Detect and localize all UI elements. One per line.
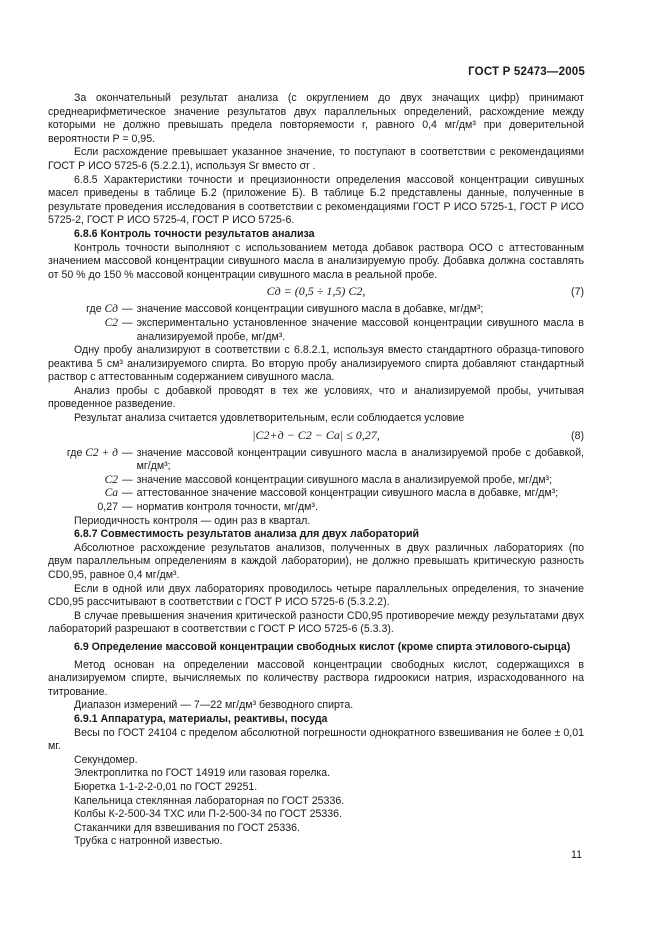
definition-row	[48, 303, 584, 317]
definition-text: значение массовой концентрации сивушного масла в добавке, мг/дм³;	[136, 303, 484, 316]
paragraph-sample-analysis: Одну пробу анализируют в соответствии с 6.8.2.1, используя вместо стандартного образца-типового реактива 5 см³ анализируемого спирта. Во вторую пробу анализируемого спирта добавляют стандартный раствор с аттестованным содержанием сивушного масла.	[48, 344, 584, 384]
definition-symbol: 0,27	[97, 501, 118, 514]
standard-header: ГОСТ Р 52473—2005	[468, 66, 585, 78]
definition-dash: —	[122, 501, 133, 514]
definition-dash: —	[122, 316, 133, 329]
heading-6-9-1: 6.9.1 Аппаратура, материалы, реактивы, посуда	[74, 712, 328, 725]
definition-row	[48, 501, 584, 515]
list-item: Стаканчики для взвешивания по ГОСТ 25336.	[74, 821, 300, 834]
heading-6-9: 6.9 Определение массовой концентрации свободных кислот (кроме спирта этилового-сырца)	[74, 640, 571, 653]
definition-text: норматив контроля точности, мг/дм³.	[136, 501, 318, 514]
definition-symbol: Cд	[104, 303, 118, 316]
heading-6-8-7: 6.8.7 Совместимость результатов анализа для двух лабораторий	[74, 528, 420, 541]
definition-text: аттестованное значение массовой концентрации сивушного масла в добавке, мг/дм³;	[136, 487, 559, 500]
definition-dash: —	[122, 487, 133, 500]
heading-6-8-6: 6.8.6 Контроль точности результатов анализа	[74, 227, 315, 240]
formula-8-number: (8)	[571, 429, 584, 442]
definition-text: значение массовой концентрации сивушного масла в анализируемой пробе, мг/дм³;	[136, 473, 553, 486]
definition-where: где	[66, 446, 83, 459]
definition-dash: —	[122, 303, 133, 316]
paragraph-discrepancy: Если расхождение превышает указанное значение, то поступают в соответствии с рекомендациями ГОСТ Р ИСО 5725-6 (5.2.2.1), используя Sr вместо σr .	[48, 146, 584, 172]
definition-text: значение массовой концентрации сивушного масла в анализируемой пробе с добавкой, мг/дм³;	[136, 446, 584, 473]
list-item: Трубка с натронной известью.	[74, 835, 223, 848]
page-content	[48, 92, 584, 849]
paragraph-additive-analysis: Анализ пробы с добавкой проводят в тех же условиях, что и анализируемой пробы, учитывая проведенное разведение.	[48, 384, 584, 411]
definition-row	[48, 447, 584, 474]
list-item: Колбы К-2-500-34 ТХС или П-2-500-34 по ГОСТ 25336.	[74, 808, 342, 821]
formula-7-number: (7)	[571, 286, 584, 299]
definition-text: экспериментально установленное значение массовой концентрации сивушного масла в анализируемой пробе, мг/дм³.	[136, 316, 584, 343]
definition-row	[48, 317, 584, 344]
paragraph-accuracy-control: Контроль точности выполняют с использованием метода добавок раствора ОСО с аттестованным значением массовой концентрации сивушного масла в анализируемую пробу. Добавка должна составлять от 50 % до 150 % массовой концентрации сивушного масла в реальной пробе.	[48, 241, 584, 281]
list-item: Электроплитка по ГОСТ 14919 или газовая горелка.	[74, 767, 331, 780]
definition-symbol: C2	[104, 316, 118, 329]
page-number: 11	[571, 849, 582, 861]
formula-7-definitions	[48, 303, 584, 344]
paragraph-four-determinations: Если в одной или двух лабораториях проводилось четыре параллельных определения, то значение CD0,95 рассчитывают в соответствии с ГОСТ Р ИСО 5725-6 (5.3.2.2).	[48, 582, 584, 609]
formula-8-definitions	[48, 447, 584, 515]
paragraph-periodicity: Периодичность контроля — один раз в квартал.	[74, 514, 311, 527]
formula-7	[48, 284, 584, 301]
definition-symbol: Cа	[104, 487, 118, 500]
definition-symbol: C2	[104, 473, 118, 486]
definition-row	[48, 487, 584, 501]
paragraph-range: Диапазон измерений — 7—22 мг/дм³ безводного спирта.	[74, 699, 354, 712]
list-item: Бюретка 1-1-2-2-0,01 по ГОСТ 29251.	[74, 780, 258, 793]
formula-7-expression: Cд = (0,5 ÷ 1,5) C2,	[266, 284, 366, 299]
list-item: Капельница стеклянная лабораторная по ГОСТ 25336.	[74, 794, 345, 807]
definition-where: где	[86, 303, 102, 316]
formula-8-expression: |C2+д − C2 − Cа| ≤ 0,27,	[252, 427, 380, 442]
definition-dash: —	[122, 446, 133, 459]
paragraph-6-8-5: 6.8.5 Характеристики точности и прецизионности определения массовой концентрации сивушных масел приведены в таблице Б.2 (приложение Б). В таблице Б.2 представлены данные, полученные в результате проведения исследования в соответствии с рекомендациями ГОСТ Р ИСО 5725-1, ГОСТ Р ИСО 5725-2, ГОСТ Р ИСО 5725-4, ГОСТ Р ИСО 5725-6.	[48, 173, 584, 227]
paragraph-method: Метод основан на определении массовой концентрации свободных кислот, содержащихся в анализируемом спирте, вычисляемых по количеству раствора гидроокиси натрия, израсходованного на титрование.	[48, 658, 584, 698]
paragraph-critical-difference: В случае превышения значения критической разности CD0,95 противоречие между результатами двух лабораторий разрешают в соответствии с ГОСТ Р ИСО 5725-6 (5.3.3).	[48, 609, 584, 636]
paragraph-final-result: За окончательный результат анализа (с округлением до двух значащих цифр) принимают среднеарифметическое значение результатов двух параллельных определений, расхождение между которыми не должно превышать предела повторяемости r, равного 0,4 мг/дм³ при доверительной вероятности P = 0,95.	[48, 92, 584, 145]
definition-dash: —	[122, 473, 133, 486]
list-item: Секундомер.	[74, 753, 138, 766]
formula-8	[48, 428, 584, 445]
definition-row	[48, 474, 584, 488]
definition-symbol: C2 + д	[85, 446, 118, 459]
paragraph-absolute-discrepancy: Абсолютное расхождение результатов анализов, полученных в двух различных лабораториях (по двум параллельным определениям в каждой лаборатории), не должно превышать критическую разность CD0,95, равное 0,4 мг/дм³.	[48, 541, 584, 581]
paragraph-condition: Результат анализа считается удовлетворительным, если соблюдается условие	[74, 412, 465, 425]
paragraph-scales: Весы по ГОСТ 24104 с пределом абсолютной погрешности однократного взвешивания не более ± 0,01 мг.	[48, 726, 584, 753]
